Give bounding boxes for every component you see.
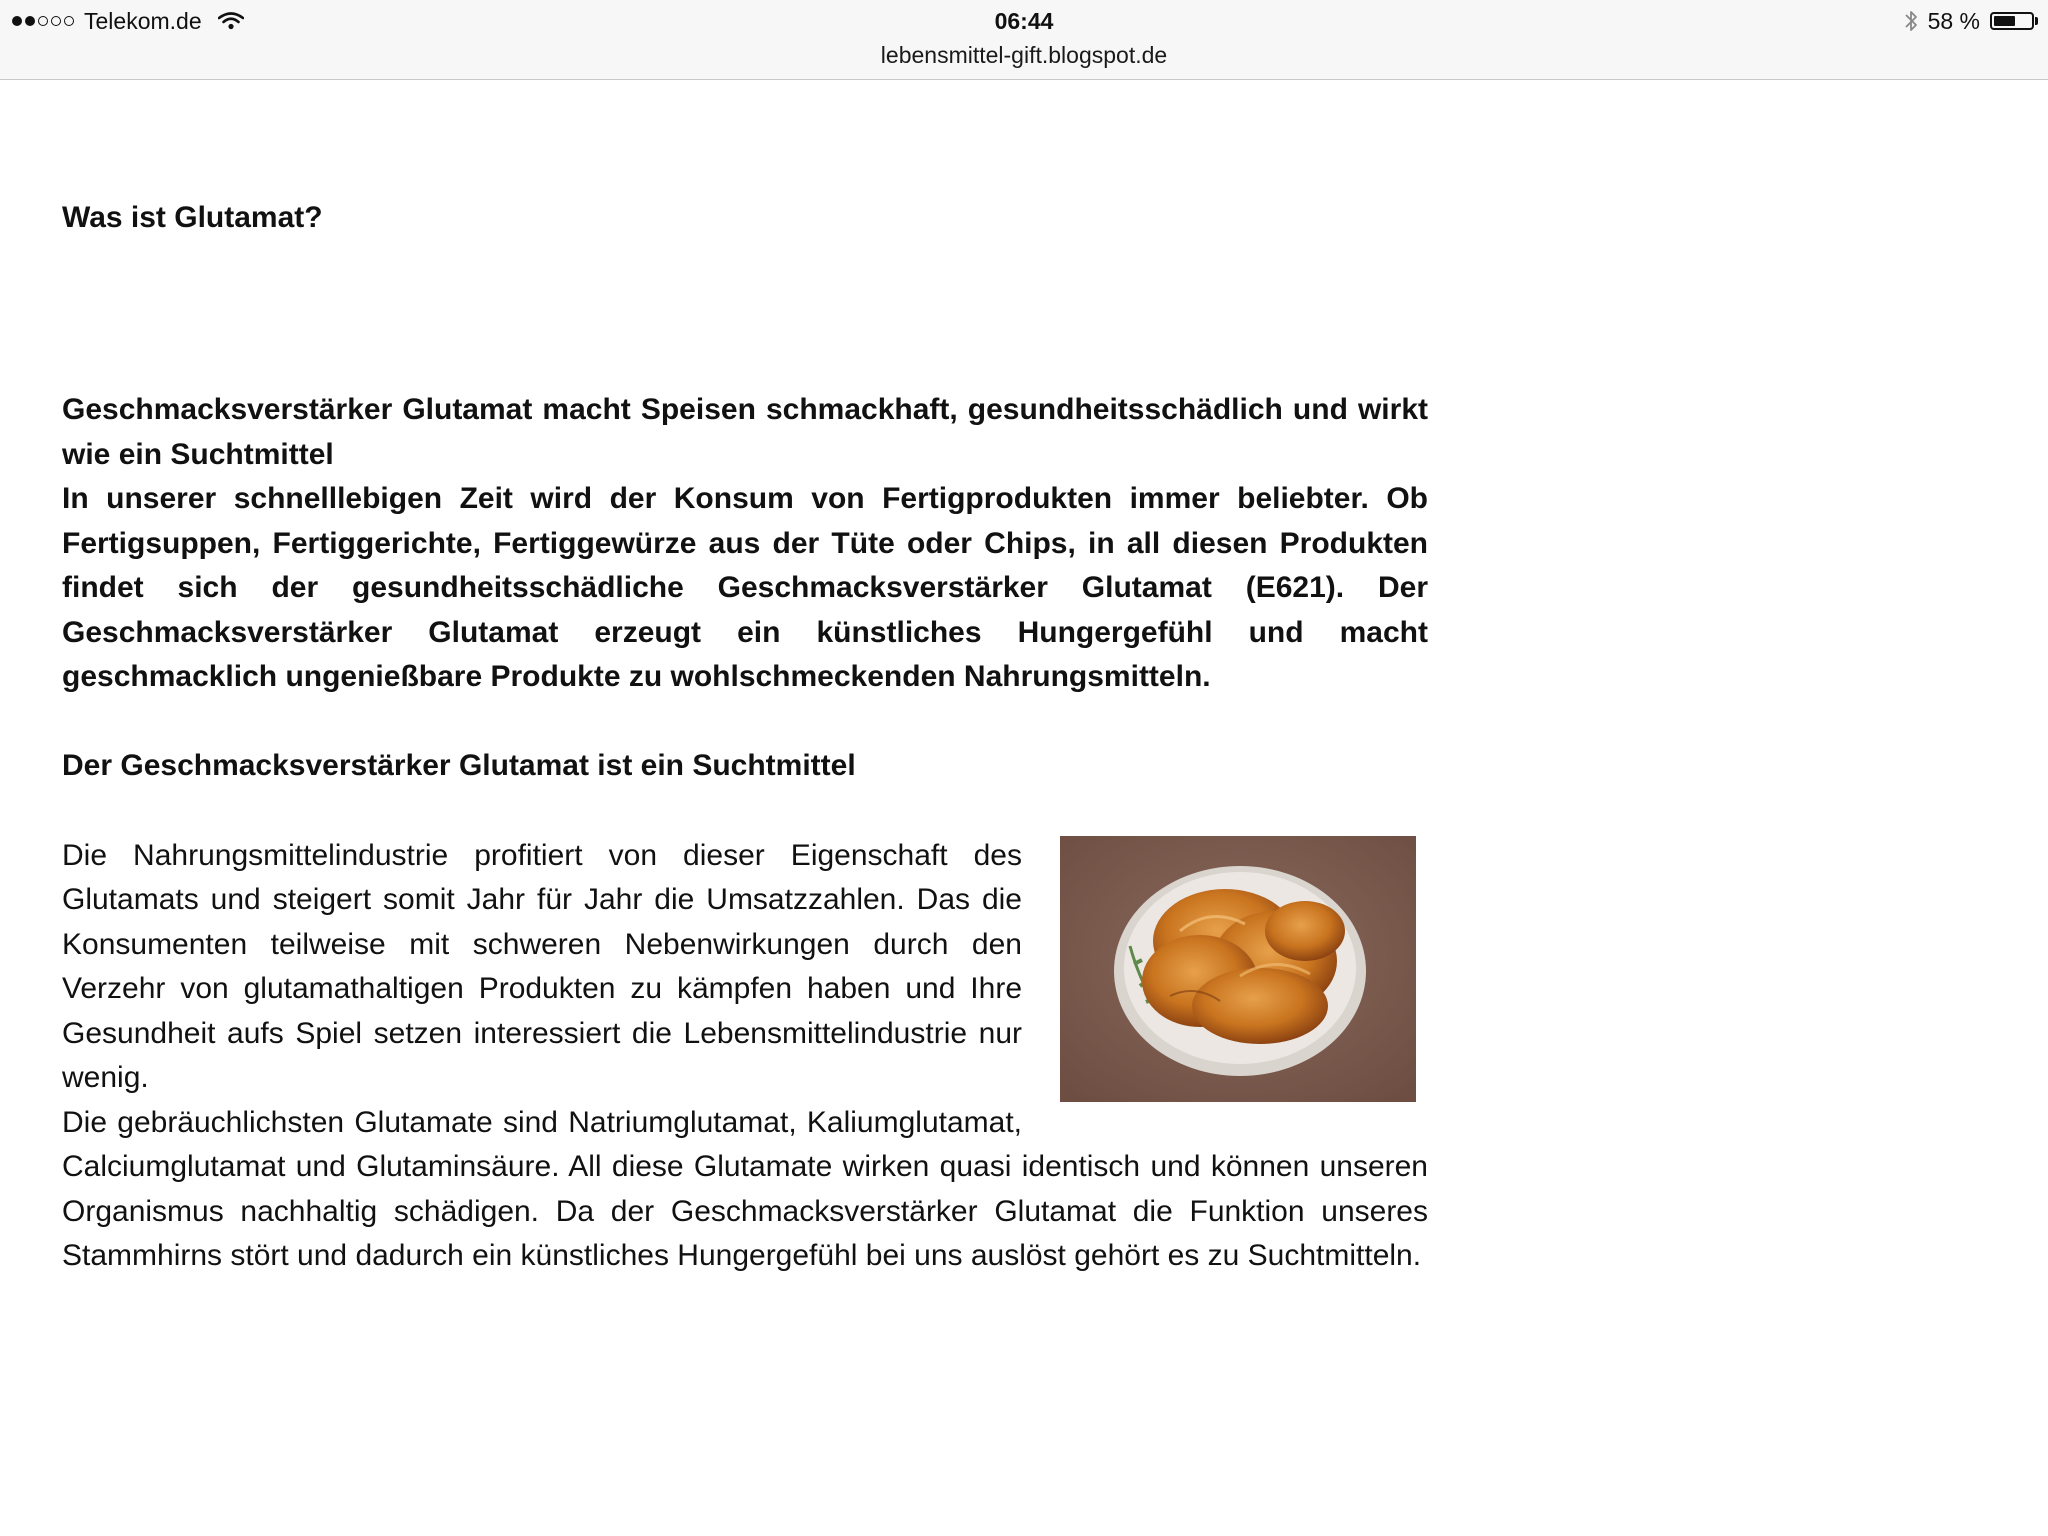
- paragraph-2: Die gebräuchlichsten Glutamate sind Natriumglutamat, Kaliumglutamat, Calciumglutamat und Glutaminsäure. All diese Glutamate wirken quasi identisch und können unseren Organismus nachhaltig schädigen. Da der Geschmacksverstärker Glutamat die Funktion unseres Stammhirns stört und dadurch ein künstliches Hungergefühl bei uns auslöst gehört es zu Suchtmitteln.: [62, 1105, 1428, 1272]
- page-title: Was ist Glutamat?: [62, 201, 323, 234]
- status-bar: [0, 0, 2048, 80]
- battery-percent: 58 %: [1927, 8, 1980, 34]
- section-heading: Der Geschmacksverstärker Glutamat ist ein Suchtmittel: [62, 748, 856, 782]
- address-bar[interactable]: lebensmittel-gift.blogspot.de: [880, 42, 1168, 68]
- article: [62, 196, 1428, 1279]
- article-lead: [62, 388, 1428, 700]
- lead-heading: Geschmacksverstärker Glutamat macht Speisen schmackhaft, gesundheitsschädlich und wirkt wie ein Suchtmittel: [62, 393, 1428, 471]
- clock: 06:44: [994, 8, 1054, 34]
- lead-paragraph: In unserer schnelllebigen Zeit wird der Konsum von Fertigprodukten immer beliebter. Ob Fertigsuppen, Fertiggerichte, Fertiggewürze aus der Tüte oder Chips, in all diesen Produkten findet sich der gesundheitsschädliche Geschmacksverstärker Glutamat (E621). Der Geschmacksverstärker Glutamat erzeugt ein künstliches Hungergefühl und macht geschmacklich ungenießbare Produkte zu wohlschmeckenden Nahrungsmitteln.: [62, 482, 1428, 693]
- status-right: [1904, 6, 2038, 36]
- paragraph-1: Die Nahrungsmittelindustrie profitiert von dieser Eigenschaft des Glutamats und steigert somit Jahr für Jahr die Umsatzzahlen. Das die Konsumenten teilweise mit schweren Nebenwirkungen durch den Verzehr von glutamathaltigen Produkten zu kämpfen haben und Ihre Gesundheit aufs Spiel setzen interessiert die Lebensmittelindustrie nur wenig.: [62, 838, 1022, 1094]
- battery-level: [1994, 16, 2015, 26]
- article-body: [62, 834, 1428, 1279]
- bluetooth-icon: [1904, 9, 1918, 33]
- battery-icon: [1990, 12, 2034, 30]
- carrier-name: Telekom.de: [84, 8, 202, 34]
- chips-bowl-image[interactable]: [1060, 836, 1416, 1102]
